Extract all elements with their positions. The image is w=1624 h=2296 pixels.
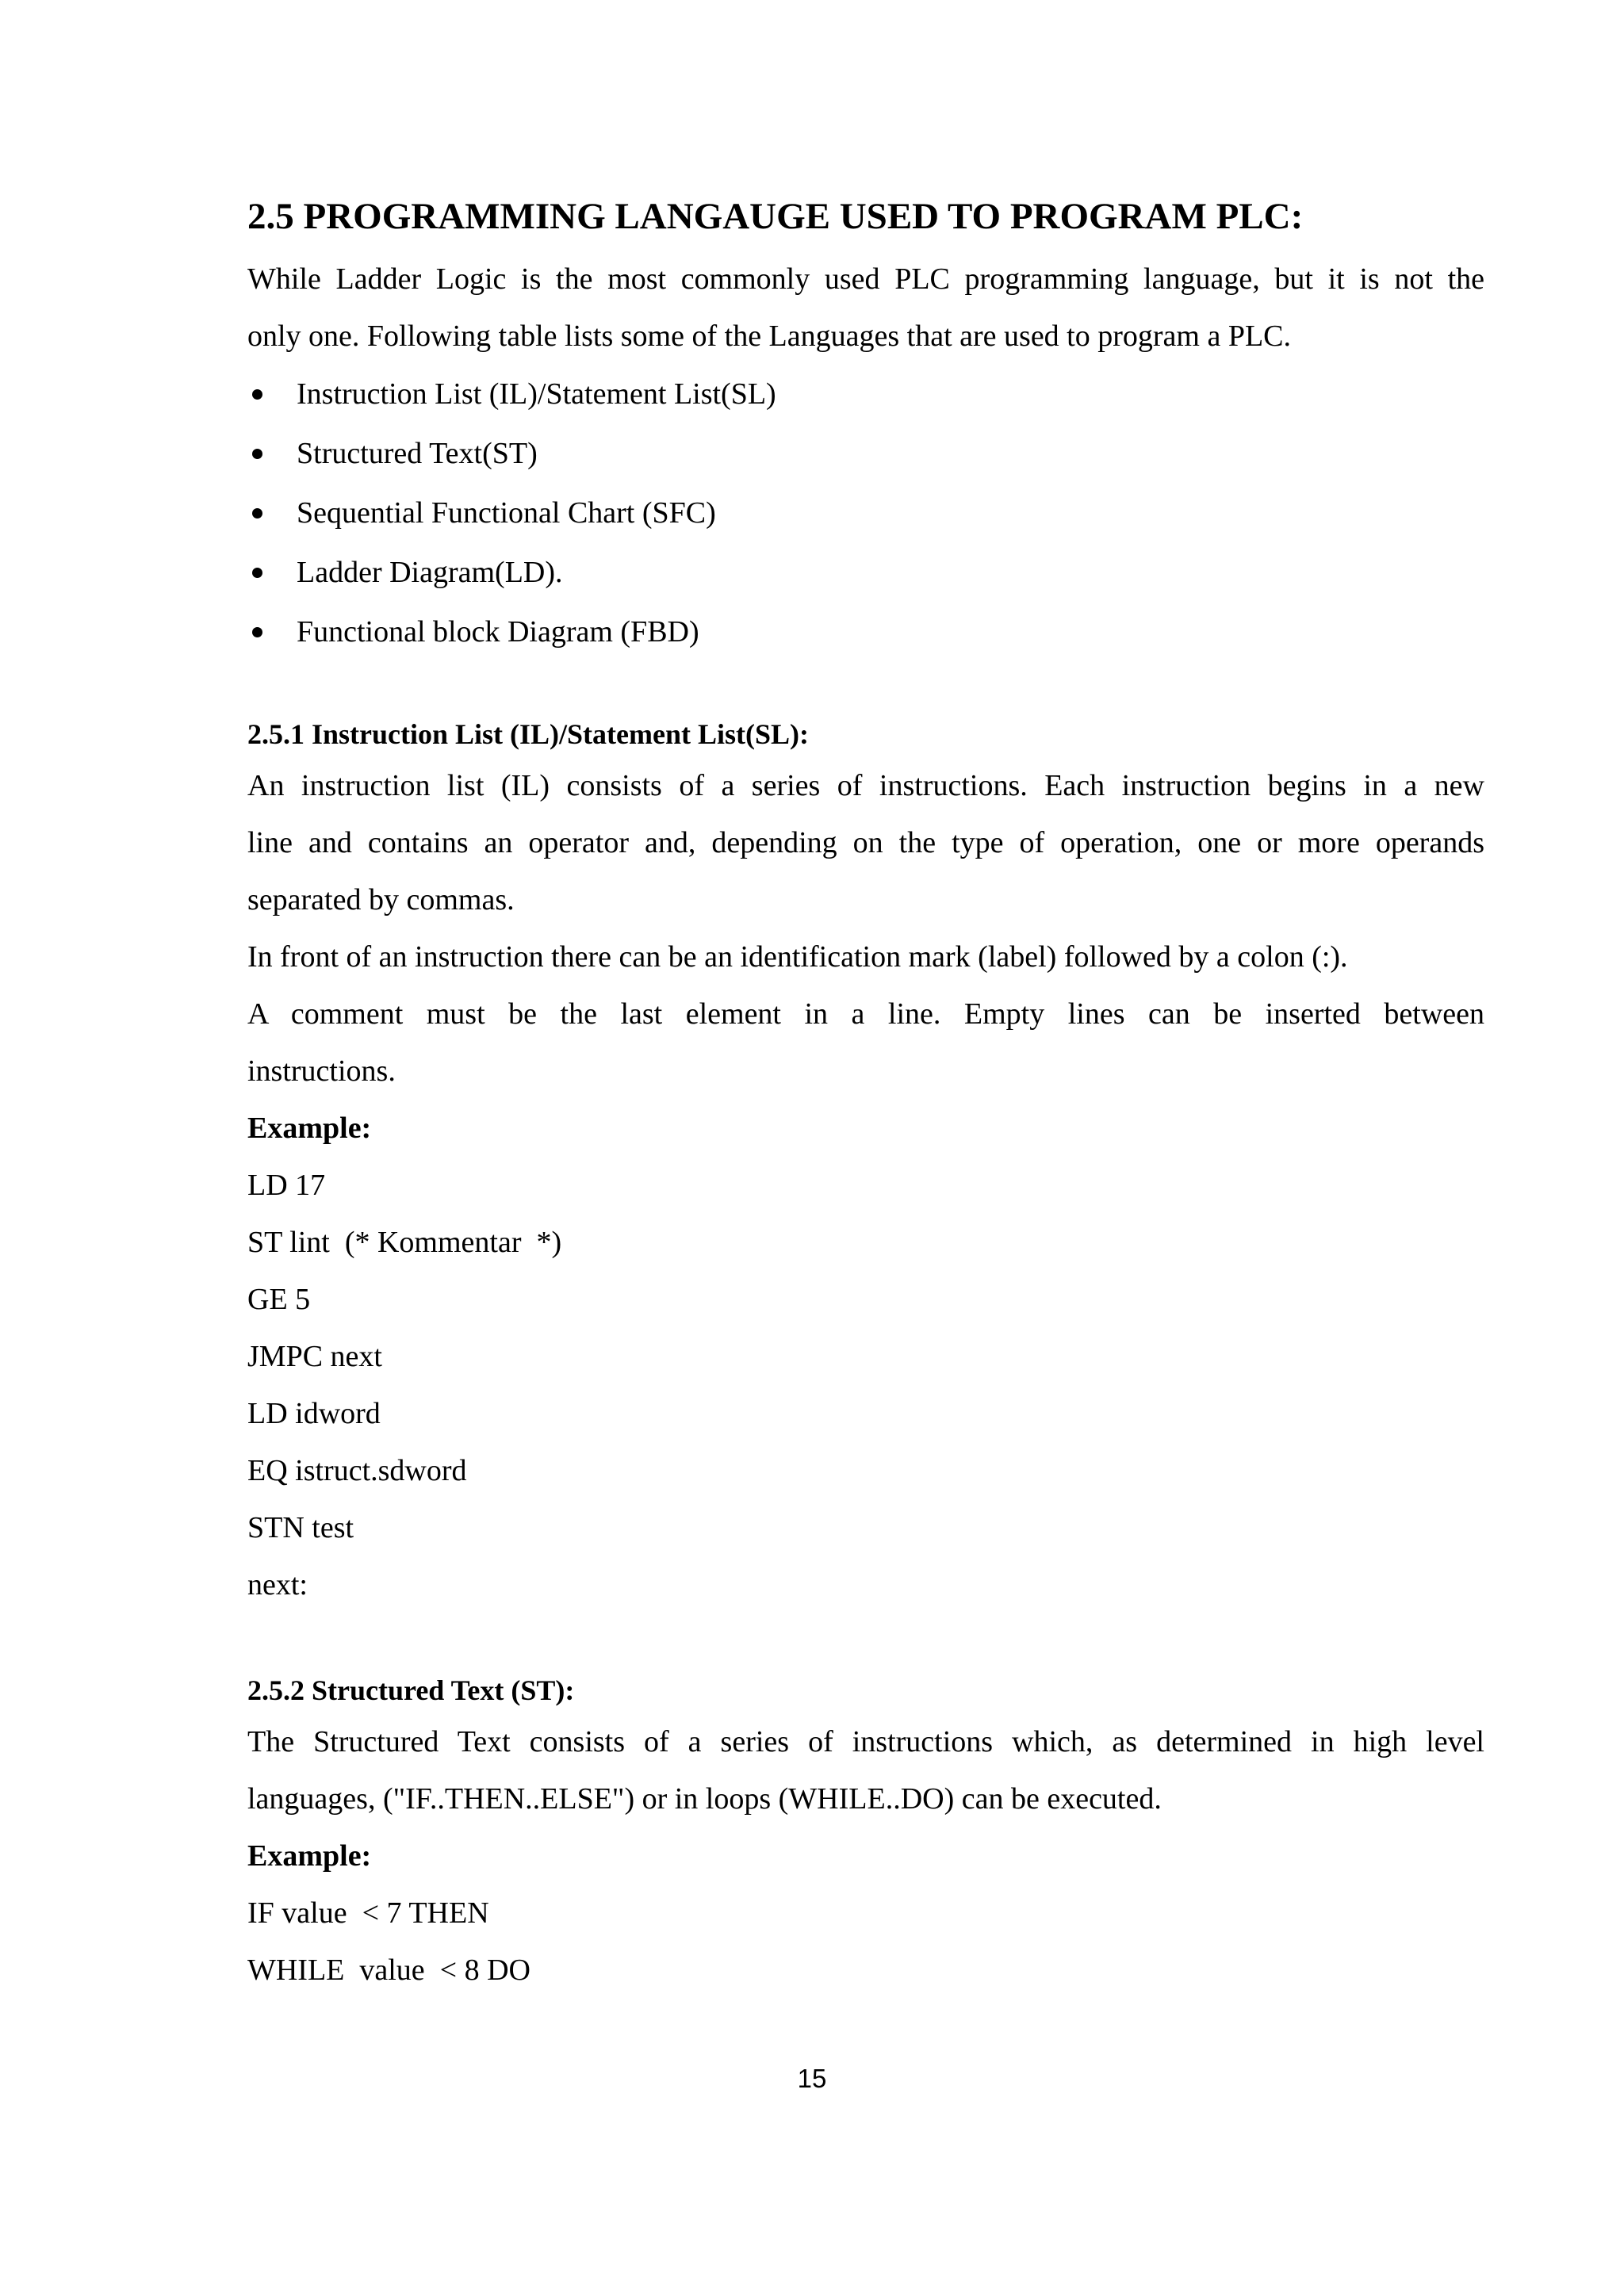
- bullet-icon: [252, 627, 262, 637]
- il-paragraph-1-line-3: separated by commas.: [247, 883, 515, 916]
- il-paragraph-1-line-2: line and contains an operator and, depending on the type of operation, one or more operands: [247, 826, 1484, 859]
- page-content: [247, 193, 1484, 1999]
- code-line: next:: [247, 1568, 308, 1601]
- list-item: [247, 424, 1484, 484]
- bullet-icon: [252, 508, 262, 519]
- code-line: WHILE value < 8 DO: [247, 1954, 530, 1987]
- il-code-block: [247, 1157, 1484, 1613]
- il-paragraph-3-line-1: A comment must be the last element in a line. Empty lines can be inserted between: [247, 997, 1484, 1031]
- intro-paragraph-line-1: While Ladder Logic is the most commonly used PLC programming language, but it is not the: [247, 262, 1484, 296]
- spacer: [247, 662, 1484, 711]
- bullet-icon: [252, 568, 262, 578]
- list-item-text: Functional block Diagram (FBD): [297, 615, 699, 649]
- list-item-text: Instruction List (IL)/Statement List(SL): [297, 377, 776, 411]
- spacer: [247, 1613, 1484, 1667]
- code-line: LD 17: [247, 1169, 326, 1202]
- il-paragraph-1-line-1: An instruction list (IL) consists of a series of instructions. Each instruction begins in a new: [247, 769, 1484, 802]
- intro-paragraph-line-2: only one. Following table lists some of the Languages that are used to program a PLC.: [247, 320, 1292, 353]
- il-paragraph-2: In front of an instruction there can be an identification mark (label) followed by a colon (:).: [247, 940, 1348, 974]
- code-line: JMPC next: [247, 1340, 382, 1373]
- list-item: [247, 365, 1484, 424]
- bullet-icon: [252, 449, 262, 459]
- list-item: [247, 603, 1484, 662]
- st-paragraph-line-2: languages, ("IF..THEN..ELSE") or in loops (WHILE..DO) can be executed.: [247, 1782, 1162, 1816]
- st-subsection-heading: 2.5.2 Structured Text (ST):: [247, 1674, 575, 1706]
- st-paragraph-line-1: The Structured Text consists of a series of instructions which, as determined in high level: [247, 1725, 1484, 1758]
- st-example-label: Example:: [247, 1839, 372, 1873]
- code-line: IF value < 7 THEN: [247, 1896, 489, 1930]
- il-paragraph-3-line-2: instructions.: [247, 1054, 396, 1088]
- st-code-block: [247, 1885, 1484, 1999]
- list-item: [247, 484, 1484, 543]
- list-item: [247, 543, 1484, 603]
- code-line: STN test: [247, 1511, 354, 1544]
- code-line: GE 5: [247, 1283, 311, 1316]
- language-bullet-list: [247, 365, 1484, 662]
- list-item-text: Sequential Functional Chart (SFC): [297, 496, 716, 530]
- il-subsection-heading: 2.5.1 Instruction List (IL)/Statement List(SL):: [247, 718, 809, 750]
- il-example-label: Example:: [247, 1112, 372, 1145]
- code-line: ST lint (* Kommentar *): [247, 1226, 562, 1259]
- list-item-text: Ladder Diagram(LD).: [297, 556, 563, 589]
- page-number: 15: [797, 2064, 827, 2093]
- bullet-icon: [252, 389, 262, 400]
- code-line: LD idword: [247, 1397, 381, 1430]
- section-heading: 2.5 PROGRAMMING LANGAUGE USED TO PROGRAM PLC:: [247, 196, 1304, 237]
- code-line: EQ istruct.sdword: [247, 1454, 467, 1487]
- list-item-text: Structured Text(ST): [297, 437, 538, 470]
